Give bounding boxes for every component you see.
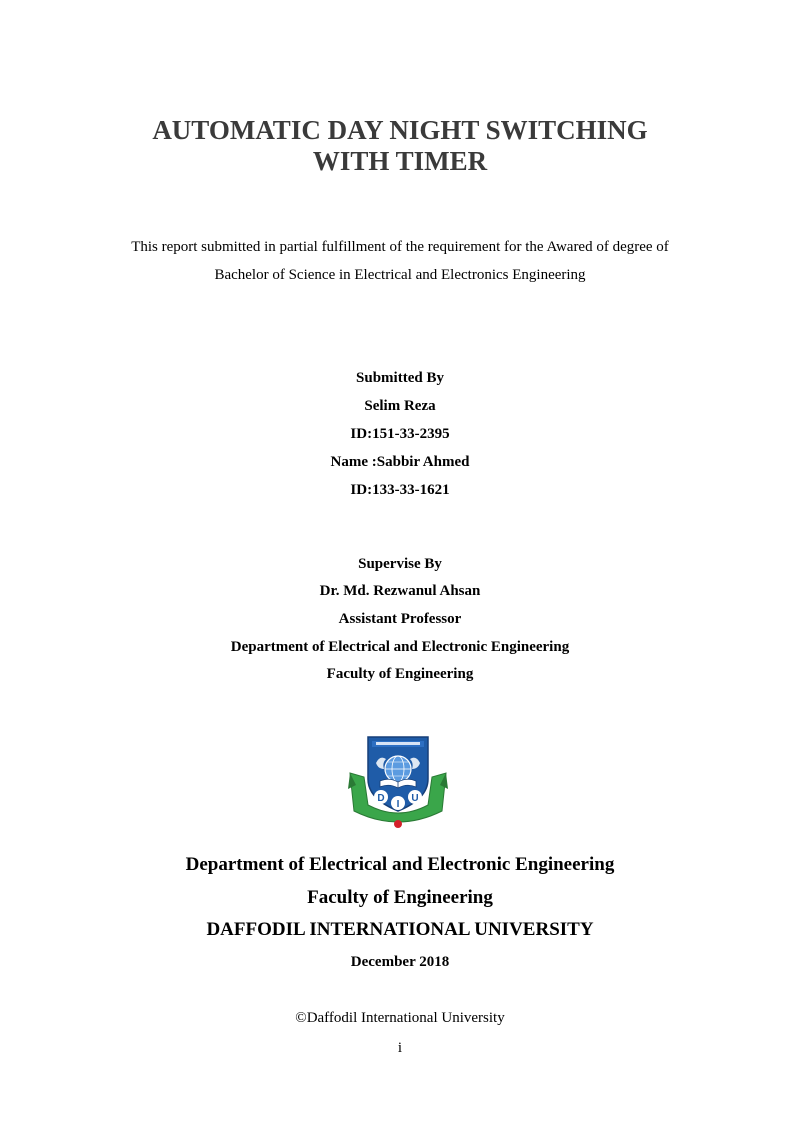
student-name-2: Name :Sabbir Ahmed [330,454,470,470]
footer-date: December 2018 [350,954,450,970]
supervisor-faculty: Faculty of Engineering [326,666,474,682]
student-name-1: Selim Reza [364,398,436,414]
intro-line-2: Bachelor of Science in Electrical and Electronics Engineering [214,267,586,283]
svg-text:I: I [396,799,400,810]
diu-logo [346,733,450,831]
page-number: i [397,1040,403,1056]
intro-line-1: This report submitted in partial fulfillment of the requirement for the Awared of degree of [131,239,669,255]
svg-text:U: U [411,793,419,804]
supervisor-position: Assistant Professor [338,611,462,627]
supervisor-department: Department of Electrical and Electronic Engineering [230,639,570,655]
svg-text:D: D [377,793,385,804]
title-line-1: AUTOMATIC DAY NIGHT SWITCHING [152,115,648,145]
title-line-2: WITH TIMER [312,146,488,176]
student-id-1: ID:151-33-2395 [350,426,450,442]
footer-department: Department of Electrical and Electronic Engineering [185,854,615,875]
copyright-notice: ©Daffodil International University [295,1010,505,1026]
supervisor-name: Dr. Md. Rezwanul Ahsan [319,583,481,599]
student-id-2: ID:133-33-1621 [350,482,450,498]
supervise-by-heading: Supervise By [358,556,442,572]
footer-university: DAFFODIL INTERNATIONAL UNIVERSITY [206,919,594,940]
submitted-by-heading: Submitted By [356,370,444,386]
footer-faculty: Faculty of Engineering [307,887,493,908]
